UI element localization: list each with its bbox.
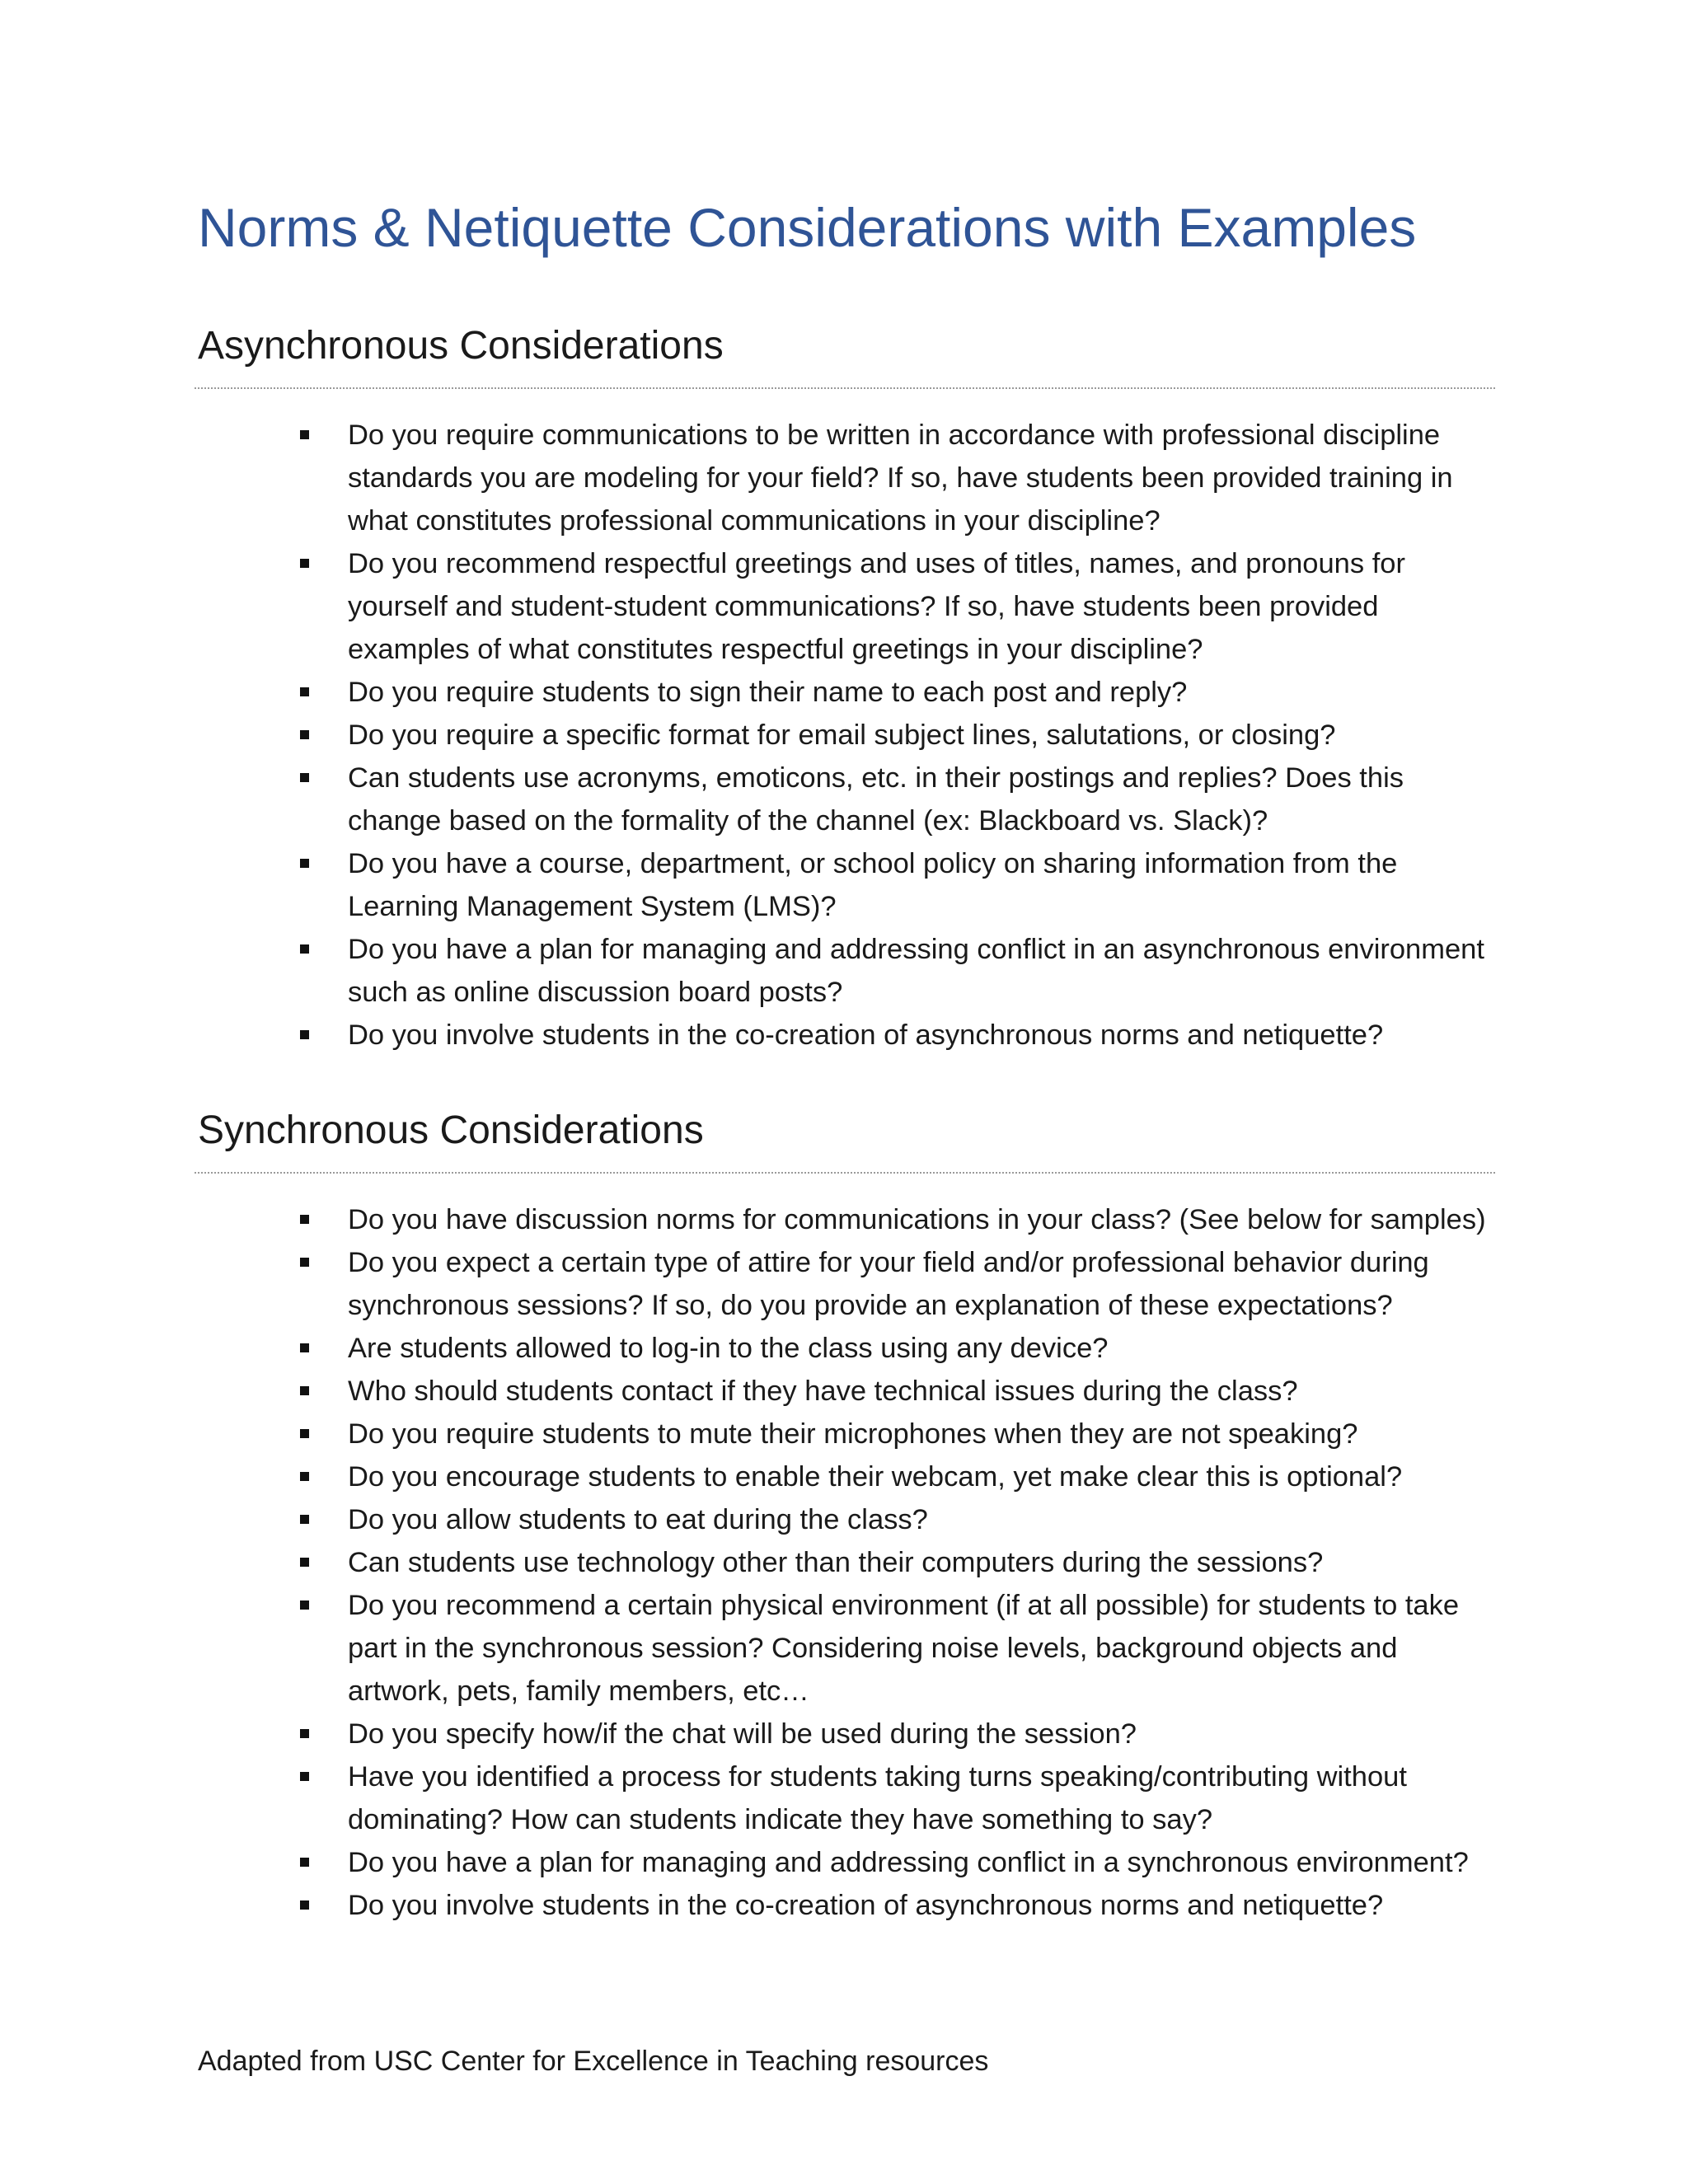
list-item (297, 1498, 1500, 1541)
list-item (297, 1413, 1500, 1455)
asynchronous-heading: Asynchronous Considerations (198, 324, 724, 368)
asynchronous-list (297, 414, 1500, 1057)
square-bullet-icon (300, 1900, 309, 1910)
list-item-text: Do you require students to sign their name to each post and reply? (348, 677, 1188, 708)
square-bullet-icon (300, 1030, 309, 1039)
square-bullet-icon (300, 1558, 309, 1567)
square-bullet-icon (300, 1515, 309, 1524)
square-bullet-icon (300, 1472, 309, 1481)
synchronous-heading-rule (195, 1172, 1495, 1174)
square-bullet-icon (300, 944, 309, 954)
square-bullet-icon (300, 1215, 309, 1224)
list-item (297, 1455, 1500, 1498)
square-bullet-icon (300, 730, 309, 739)
list-item-text: Can students use technology other than their computers during the sessions? (348, 1547, 1324, 1578)
list-item (297, 1584, 1500, 1713)
list-item-text: Do you have a plan for managing and addressing conflict in an asynchronous environment such as online discussion board posts? (348, 934, 1484, 1008)
square-bullet-icon (300, 773, 309, 782)
list-item (297, 714, 1500, 757)
square-bullet-icon (300, 1343, 309, 1352)
asynchronous-heading-rule (195, 387, 1495, 389)
list-item-text: Do you have a plan for managing and addressing conflict in a synchronous environment? (348, 1847, 1469, 1878)
list-item (297, 1713, 1500, 1755)
square-bullet-icon (300, 1601, 309, 1610)
list-item-text: Do you expect a certain type of attire for your field and/or professional behavior during synchronous sessions? If so, do you provide an explanation of these expectations? (348, 1247, 1429, 1321)
list-item (297, 928, 1500, 1014)
list-item-text: Do you specify how/if the chat will be used during the session? (348, 1718, 1137, 1750)
list-item-text: Do you encourage students to enable their webcam, yet make clear this is optional? (348, 1461, 1403, 1493)
list-item (297, 414, 1500, 542)
list-item-text: Do you require a specific format for email subject lines, salutations, or closing? (348, 719, 1336, 751)
list-item (297, 542, 1500, 671)
list-item (297, 1755, 1500, 1841)
synchronous-heading: Synchronous Considerations (198, 1108, 704, 1152)
footer-attribution: Adapted from USC Center for Excellence in Teaching resources (198, 2046, 989, 2077)
list-item-text: Do you involve students in the co-creation of asynchronous norms and netiquette? (348, 1890, 1384, 1921)
square-bullet-icon (300, 1729, 309, 1738)
list-item (297, 1241, 1500, 1327)
list-item (297, 1198, 1500, 1241)
square-bullet-icon (300, 1258, 309, 1267)
square-bullet-icon (300, 1386, 309, 1395)
list-item-text: Who should students contact if they have technical issues during the class? (348, 1376, 1298, 1407)
list-item-text: Do you involve students in the co-creation of asynchronous norms and netiquette? (348, 1019, 1384, 1051)
list-item (297, 1370, 1500, 1413)
list-item-text: Do you allow students to eat during the class? (348, 1504, 928, 1535)
list-item-text: Have you identified a process for students taking turns speaking/contributing without dominating? How can students indicate they have something to say? (348, 1761, 1407, 1835)
document-title: Norms & Netiquette Considerations with Examples (198, 197, 1417, 258)
square-bullet-icon (300, 1772, 309, 1781)
list-item (297, 1541, 1500, 1584)
square-bullet-icon (300, 859, 309, 868)
list-item-text: Do you require students to mute their microphones when they are not speaking? (348, 1418, 1358, 1450)
list-item-text: Do you recommend a certain physical environment (if at all possible) for students to take part in the synchronous session? Considering noise levels, background objects and artwork, pets, family members, etc… (348, 1590, 1460, 1707)
square-bullet-icon (300, 1429, 309, 1438)
list-item-text: Do you have a course, department, or school policy on sharing information from the Learning Management System (LMS)? (348, 848, 1398, 922)
list-item (297, 1327, 1500, 1370)
list-item (297, 1841, 1500, 1884)
square-bullet-icon (300, 687, 309, 696)
list-item-text: Do you recommend respectful greetings and uses of titles, names, and pronouns for yourself and student-student communications? If so, have students been provided examples of what constitutes respectful greetings in your discipline? (348, 548, 1405, 665)
synchronous-list (297, 1198, 1500, 1927)
list-item-text: Do you have discussion norms for communications in your class? (See below for samples) (348, 1204, 1486, 1235)
list-item (297, 842, 1500, 928)
square-bullet-icon (300, 430, 309, 439)
list-item-text: Are students allowed to log-in to the class using any device? (348, 1333, 1109, 1364)
list-item-text: Can students use acronyms, emoticons, etc. in their postings and replies? Does this change based on the formality of the channel (ex: Blackboard vs. Slack)? (348, 762, 1404, 837)
list-item-text: Do you require communications to be written in accordance with professional discipline standards you are modeling for your field? If so, have students been provided training in what constitutes professional communications in your discipline? (348, 419, 1453, 537)
square-bullet-icon (300, 1858, 309, 1867)
list-item (297, 1014, 1500, 1057)
list-item (297, 671, 1500, 714)
list-item (297, 1884, 1500, 1927)
square-bullet-icon (300, 559, 309, 568)
list-item (297, 757, 1500, 842)
